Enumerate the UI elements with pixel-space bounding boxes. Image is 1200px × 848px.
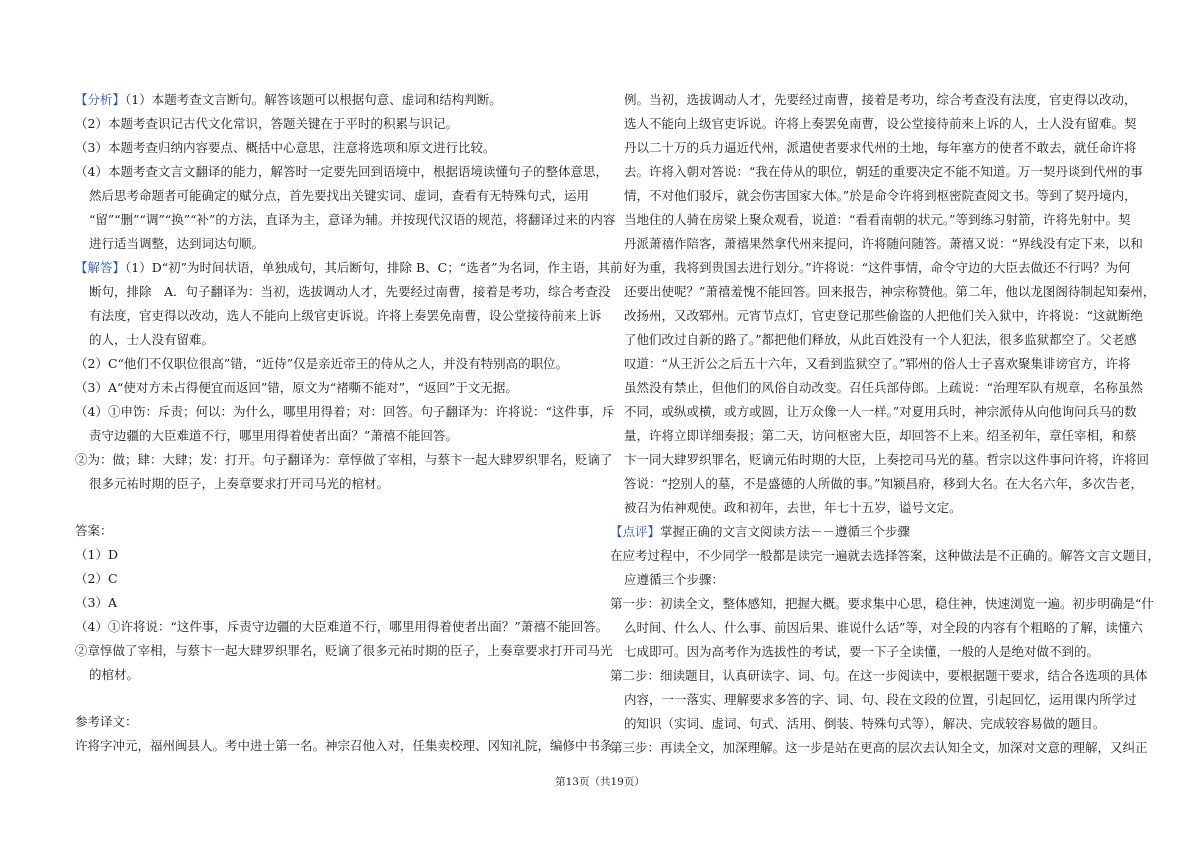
analysis-line: （3）本题考查归纳内容要点、概括中心意思，注意将选项和原文进行比较。: [75, 140, 496, 155]
translation-line: 情，不对他们驳斥，就会伤害国家大体。”於是命令许将到枢密院查阅文书。等到了契丹境内，: [624, 188, 1137, 203]
answer-line: ②章惇做了宰相，与蔡卞一起大肆罗织罪名，贬谪了很多元祐时期的臣子，上奏章要求打开司马光: [75, 643, 613, 658]
translation-line: 量，许将立即详细奏报；第二天，访问枢密大臣，却回答不上来。绍圣初年，章任宰相，和蔡: [624, 428, 1137, 443]
translation-line: 丹以二十万的兵力逼近代州，派遣使者要求代州的土地，每年塞方的使者不敢去，就任命许将: [624, 140, 1137, 155]
answer-line: 的棺材。: [89, 667, 140, 682]
page-footer: 第13页（共19页）: [555, 776, 645, 788]
analysis-line: 然后思考命题者可能确定的赋分点，首先要找出关键实词、虚词，查看有无特殊句式，运用: [89, 188, 590, 203]
solution-line: 有法度，官吏得以改动，选人不能向上级官吏诉说。许将上奏罢免南曹，设公堂接待前来上诉: [89, 308, 602, 323]
solution-line: 责守边疆的大臣难道不行，哪里用得着使者出面？”萧禧不能回答。: [89, 428, 458, 443]
translation-line: 不同，或纵或横，或方或圆，让万众像一人一样。”对夏用兵时，神宗派侍从向他询问兵马的数: [624, 404, 1137, 419]
solution-line: （3）A“使对方未占得便宜而返回”错，原文为“褚嘶不能对”，“返回”于文无据。: [75, 380, 518, 395]
answers-heading: 答案：: [75, 523, 113, 538]
comment-line: 【点评】掌握正确的文言文阅读方法－－遵循三个步骤: [610, 524, 911, 539]
translation-line: 卞一同大肆罗织罪名，贬谪元佑时期的大臣，上奏挖司马光的墓。哲宗以这件事问许将，许将回: [624, 452, 1150, 467]
translation-line: 例。当初，选拔调动人才，先要经过南曹，接着是考功，综合考查没有法度，官吏得以改动，: [624, 92, 1137, 107]
steps-line: 么时间、什么人、什么事、前因后果、谁说什么话”等，对全段的内容有个粗略的了解，读懂六: [624, 620, 1143, 635]
translation-line: 叹道：“从王沂公之后五十六年，又看到监狱空了。”郓州的俗人士子喜欢聚集诽谤官方，许将: [624, 356, 1131, 371]
answer-line: （4）①许将说：“这件事，斥责守边疆的大臣难道不行，哪里用得着使者出面？”萧禧不能回答。: [75, 619, 609, 634]
translation-line: 当地住的人骑在房梁上聚众观看，说道：“看看南朝的状元。”等到练习射箭，许将先射中。契: [624, 212, 1131, 227]
solution-line: 的人，士人没有留难。: [89, 332, 215, 347]
steps-line: 的知识（实词、虚词、句式、活用、倒装、特殊句式等），解决、完成较容易做的题目。: [624, 716, 1106, 731]
analysis-line: “留”“删”“调”“换”“补”的方法，直译为主，意译为辅。并按现代汉语的规范，将翻译过来的内容: [89, 212, 616, 227]
steps-line: 七成即可。因为高考作为选拔性的考试，要一下子全读懂，一般的人是绝对做不到的。: [624, 644, 1100, 659]
reference-heading: 参考译文：: [75, 714, 138, 729]
steps-line: 第二步：细读题目，认真研读字、词、句。在这一步阅读中，要根据题干要求，结合各选项的具体: [610, 668, 1148, 683]
translation-line: 改扬州，又改郓州。元宵节点灯，官吏登记那些偷盗的人把他们关入狱中，许将说：“这就断绝: [624, 308, 1143, 323]
analysis-line: 【分析】（1）本题考查文言断句。解答该题可以根据句意、虚词和结构判断。: [75, 92, 502, 107]
steps-line: 内容，一一落实、理解要求多答的字、词、句、段在文段的位置，引起回忆，运用课内所学过: [624, 692, 1137, 707]
analysis-line: 进行适当调整，达到词达句顺。: [89, 236, 265, 251]
solution-line: 断句，排除 A．句子翻译为：当初，选拔调动人才，先要经过南曹，接着是考功，综合考查没: [89, 284, 611, 299]
translation-line: 虽然没有禁止，但他们的风俗自动改变。召任兵部侍郎。上疏说：“治理军队有规章，名称虽然: [624, 380, 1143, 395]
translation-line: 被召为佑神观使。政和初年，去世，年七十五岁，谥号文定。: [624, 500, 962, 515]
translation-line: 还要出使呢？”萧禧羞愧不能回答。回来报告，神宗称赞他。第二年，他以龙图阁待制起知秦州，: [624, 284, 1156, 299]
steps-line: 第三步：再读全文，加深理解。这一步是站在更高的层次去认知全文，加深对文意的理解，又纠正: [610, 740, 1148, 755]
translation-line: 去。许将入朝对答说：“我在侍从的职位，朝廷的重要决定不能不知道。万一契丹谈到代州的事: [624, 164, 1143, 179]
answer-line: （3）A: [75, 595, 117, 610]
translation-line: 选人不能向上级官吏诉说。许将上奏罢免南曹，设公堂接待前来上诉的人，士人没有留难。契: [624, 116, 1137, 131]
answer-line: （1）D: [75, 547, 118, 562]
steps-line: 第一步：初读全文，整体感知，把握大概。要求集中心思，稳住神，快速浏览一遍。初步明确是“什: [610, 596, 1154, 611]
translation-line: 丹派萧禧作陪客，萧禧果然拿代州来提问，许将随问随答。萧禧又说：“界线没有定下来，以和: [624, 236, 1143, 251]
reference-line: 许将字冲元，福州闽县人。考中进士第一名。神宗召他入对，任集卖校理、冈知礼院，编修中书条: [75, 738, 613, 753]
steps-line: 在应考过程中，不少同学一般都是读完一遍就去选择答案，这种做法是不正确的。解答文言文题目，: [610, 548, 1161, 563]
analysis-tag: 【分析】: [75, 92, 126, 107]
translation-line: 答说：“挖别人的墓，不是盛德的人所做的事。”知颍昌府，移到大名。在大名六年，多次告老，: [624, 476, 1144, 491]
solution-line: （4）①申饬：斥责；何以：为什么，哪里用得着；对：回答。句子翻译为：许将说：“这件事，斥: [75, 404, 615, 419]
solution-line: ②为：做；肆：大肆；发：打开。句子翻译为：章惇做了宰相，与蔡卞一起大肆罗织罪名，贬谪了: [75, 452, 613, 467]
answer-line: （2）C: [75, 571, 118, 586]
analysis-line: （2）本题考查识记古代文化常识，答题关键在于平时的积累与识记。: [75, 116, 458, 131]
translation-line: 好为重，我将到贵国去进行划分。”许将说：“这件事情，命令守边的大臣去做还不行吗？为何: [624, 260, 1131, 275]
comment-tag: 【点评】: [610, 524, 661, 539]
solution-tag: 【解答】: [75, 260, 126, 275]
solution-line: 很多元祐时期的臣子，上奏章要求打开司马光的棺材。: [89, 476, 390, 491]
solution-line: 【解答】（1）D“初”为时间状语，单独成句，其后断句，排除 B、C；“选者”为名词，作主语，其前: [75, 260, 623, 275]
translation-line: 了他们改过自新的路了。”都把他们释放，从此百姓没有一个人犯法，很多监狱都空了。父老感: [624, 332, 1137, 347]
solution-line: （2）C“他们不仅职位很高”错，“近侍”仅是亲近帝王的侍从之人，并没有特别高的职位。: [75, 356, 569, 371]
steps-line: 应遵循三个步骤：: [624, 572, 725, 587]
analysis-line: （4）本题考查文言文翻译的能力，解答时一定要先回到语境中，根据语境读懂句子的整体意思，: [75, 164, 608, 179]
